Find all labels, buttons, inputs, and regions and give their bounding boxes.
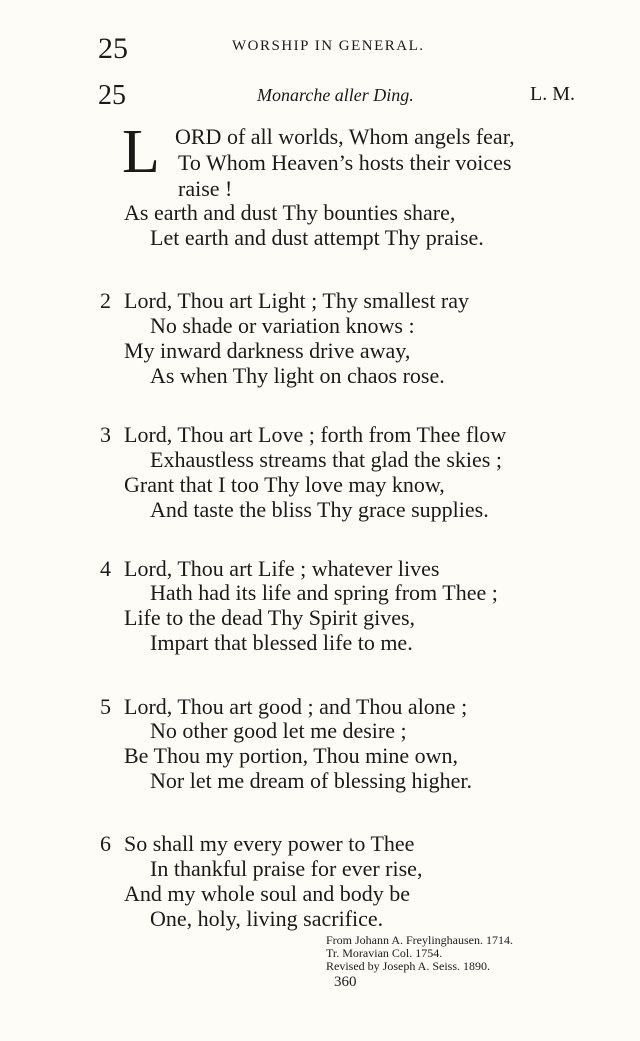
verse-4-line-1: Lord, Thou art Life ; whatever lives bbox=[124, 556, 440, 581]
verse-6-line-4: One, holy, living sacrifice. bbox=[150, 906, 384, 931]
verse-4-line-4: Impart that blessed life to me. bbox=[150, 630, 413, 655]
credit-revision: Revised by Joseph A. Seiss. 1890. bbox=[326, 959, 491, 973]
verse-3-line-2: Exhaustless streams that glad the skies ; bbox=[150, 447, 502, 472]
verse-3-line-4: And taste the bliss Thy grace supplies. bbox=[150, 497, 489, 522]
verse-5-number: 5 bbox=[100, 694, 111, 719]
meter: L. M. bbox=[530, 83, 575, 105]
verse-6-line-3: And my whole soul and body be bbox=[124, 881, 410, 906]
verse-6-line-1: So shall my every power to Thee bbox=[124, 831, 415, 856]
credit-author: From Johann A. Freylinghausen. 1714. bbox=[326, 933, 513, 947]
credit-translation: Tr. Moravian Col. 1754. bbox=[326, 946, 443, 960]
verse-4-line-2: Hath had its life and spring from Thee ; bbox=[150, 580, 498, 605]
page-number: 360 bbox=[334, 974, 357, 990]
running-title: WORSHIP IN GENERAL. bbox=[232, 38, 425, 54]
verse-2-line-2: No shade or variation knows : bbox=[150, 313, 415, 338]
verse-2-number: 2 bbox=[100, 288, 111, 313]
verse-4-number: 4 bbox=[100, 556, 111, 581]
verse-6-number: 6 bbox=[100, 831, 111, 856]
verse-2-line-1: Lord, Thou art Light ; Thy smallest ray bbox=[124, 288, 470, 313]
verse-5-line-2: No other good let me desire ; bbox=[150, 718, 407, 743]
verse-5-line-3: Be Thou my portion, Thou mine own, bbox=[124, 743, 459, 768]
verse-1-line-4: As earth and dust Thy bounties share, bbox=[124, 200, 456, 225]
verse-2-line-3: My inward darkness drive away, bbox=[124, 338, 411, 363]
drop-cap: L bbox=[122, 118, 160, 186]
verse-5-line-1: Lord, Thou art good ; and Thou alone ; bbox=[124, 694, 468, 719]
verse-1-line-2: To Whom Heaven’s hosts their voices bbox=[178, 150, 512, 175]
verse-4-line-3: Life to the dead Thy Spirit gives, bbox=[124, 605, 416, 630]
verse-1-line-1: ORD of all worlds, Whom angels fear, bbox=[175, 124, 515, 149]
hymn-number: 25 bbox=[98, 80, 126, 111]
verse-5-line-4: Nor let me dream of blessing higher. bbox=[150, 768, 472, 793]
verse-3-number: 3 bbox=[100, 422, 111, 447]
verse-2-line-4: As when Thy light on chaos rose. bbox=[150, 363, 445, 388]
verse-3-line-3: Grant that I too Thy love may know, bbox=[124, 472, 445, 497]
verse-6-line-2: In thankful praise for ever rise, bbox=[150, 856, 423, 881]
running-page-number: 25 bbox=[98, 32, 128, 65]
verse-1-line-5: Let earth and dust attempt Thy praise. bbox=[150, 225, 484, 250]
tune-name: Monarche aller Ding. bbox=[257, 85, 414, 105]
verse-3-line-1: Lord, Thou art Love ; forth from Thee flow bbox=[124, 422, 507, 447]
verse-1-line-3: raise ! bbox=[178, 176, 233, 201]
